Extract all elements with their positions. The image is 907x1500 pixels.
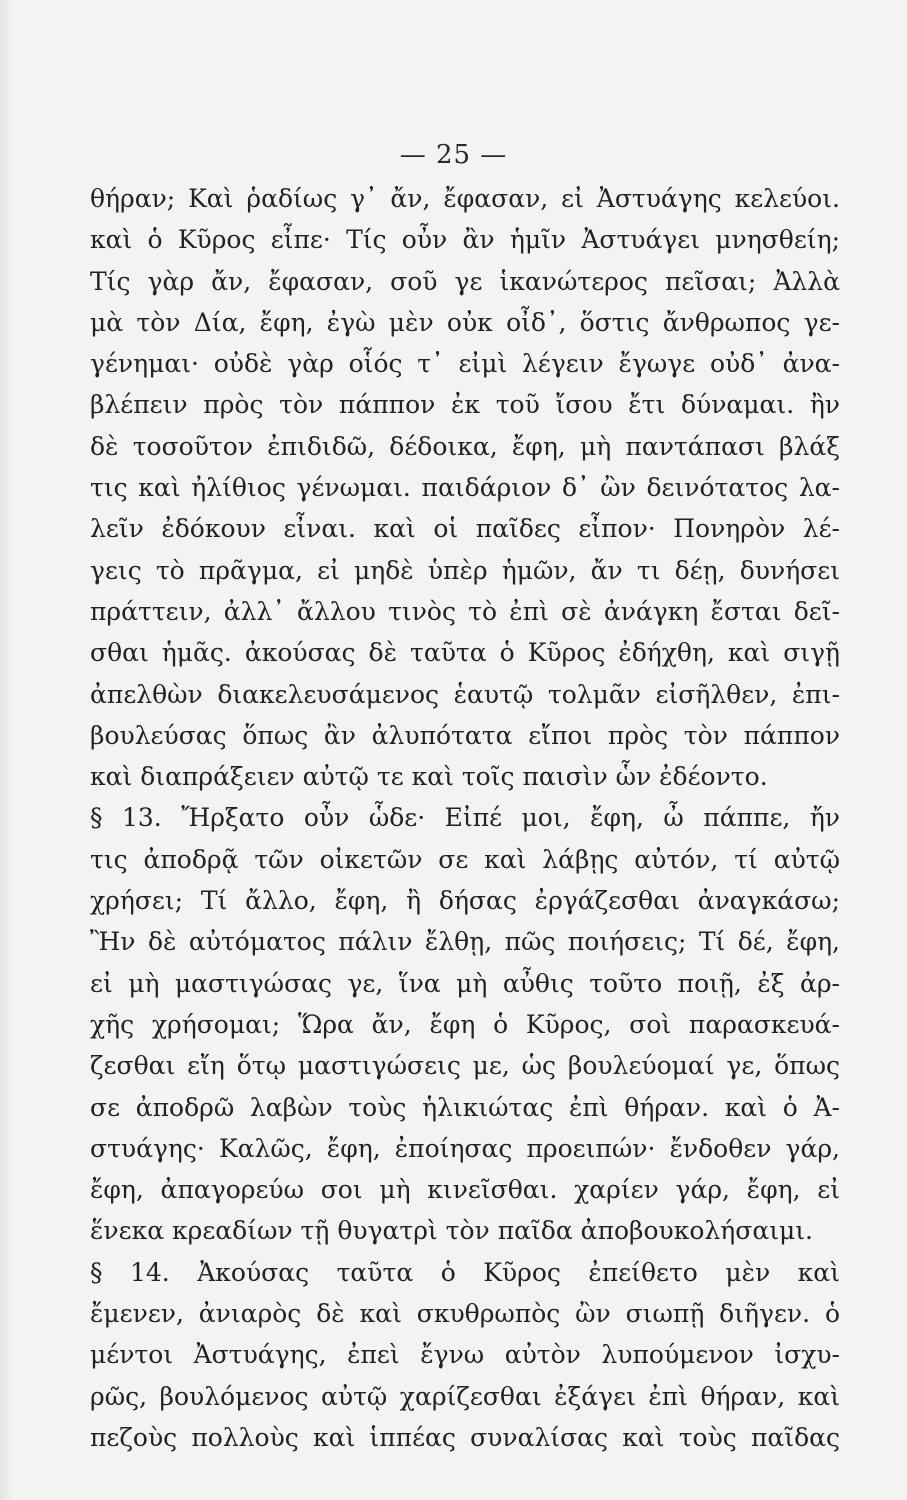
text-line: μὰ τὸν Δία, ἔφη, ἐγὼ μὲν οὐκ οἶδ᾽, ὅστις ἄνθρωπος γε- bbox=[90, 307, 840, 337]
text-line: ἔμενεν, ἀνιαρὸς δὲ καὶ σκυθρωπὸς ὢν σιωπῇ διῆγεν. ὁ bbox=[90, 1299, 840, 1329]
text-line: ἕνεκα κρεαδίων τῇ θυγατρὶ τὸν παῖδα ἀποβουκολήσαιμι. bbox=[90, 1216, 813, 1246]
text-line: μέντοι Ἀστυάγης, ἐπεὶ ἔγνω αὐτὸν λυπούμενον ἰσχυ- bbox=[90, 1340, 840, 1370]
text-line: τις καὶ ἠλίθιος γένωμαι. παιδάριον δ᾽ ὢν δεινότατος λα- bbox=[90, 473, 840, 503]
text-line: ἀπελθὼν διακελευσάμενος ἑαυτῷ τολμᾶν εἰσῆλθεν, ἐπι- bbox=[90, 679, 840, 709]
text-line: πεζοὺς πολλοὺς καὶ ἱππέας συναλίσας καὶ τοὺς παῖδας bbox=[90, 1422, 840, 1452]
text-line: τις ἀποδρᾷ τῶν οἰκετῶν σε καὶ λάβῃς αὐτόν, τί αὐτῷ bbox=[90, 844, 840, 874]
text-line: σε ἀποδρῶ λαβὼν τοὺς ἡλικιώτας ἐπὶ θήραν. καὶ ὁ Ἀ- bbox=[90, 1092, 840, 1122]
text-line: βλέπειν πρὸς τὸν πάππον ἐκ τοῦ ἴσου ἔτι δύναμαι. ἢν bbox=[90, 390, 840, 420]
text-line: καὶ διαπράξειεν αὐτῷ τε καὶ τοῖς παισὶν ὧν ἐδέοντο. bbox=[90, 762, 768, 792]
text-line: λεῖν ἐδόκουν εἶναι. καὶ οἱ παῖδες εἶπον· Πονηρὸν λέ- bbox=[90, 514, 840, 544]
text-line: δὲ τοσοῦτον ἐπιδιδῶ, δέδοικα, ἔφη, μὴ παντάπασι βλάξ bbox=[90, 431, 840, 461]
text-line: χρήσει; Τί ἄλλο, ἔφη, ἢ δήσας ἐργάζεσθαι ἀναγκάσω; bbox=[90, 886, 840, 916]
text-line: ρῶς, βουλόμενος αὐτῷ χαρίζεσθαι ἐξάγει ἐπὶ θήραν, καὶ bbox=[90, 1381, 840, 1411]
text-line: πράττειν, ἀλλ᾽ ἄλλου τινὸς τὸ ἐπὶ σὲ ἀνάγκη ἔσται δεῖ- bbox=[90, 596, 840, 626]
text-line: ζεσθαι εἴη ὅτῳ μαστιγώσεις με, ὡς βουλεύομαί γε, ὅπως bbox=[90, 1051, 840, 1081]
text-line: στυάγης· Καλῶς, ἔφη, ἐποίησας προειπών· ἔνδοθεν γάρ, bbox=[90, 1133, 840, 1163]
text-line: εἰ μὴ μαστιγώσας γε, ἵνα μὴ αὖθις τοῦτο ποιῇ, ἐξ ἀρ- bbox=[90, 968, 840, 998]
text-line: § 13. Ἤρξατο οὖν ὧδε· Εἰπέ μοι, ἔφη, ὦ πάππε, ἤν bbox=[90, 803, 840, 833]
text-line: γένημαι· οὐδὲ γὰρ οἷός τ᾽ εἰμὶ λέγειν ἔγωγε οὐδ᾽ ἀνα- bbox=[90, 349, 840, 379]
text-line: Ἢν δὲ αὐτόματος πάλιν ἔλθῃ, πῶς ποιήσεις; Τί δέ, ἔφη, bbox=[90, 927, 840, 957]
page-number: — 25 — bbox=[399, 140, 508, 170]
text-line: θήραν; Καὶ ῥαδίως γ᾽ ἄν, ἔφασαν, εἰ Ἀστυάγης κελεύοι. bbox=[90, 184, 840, 213]
text-line: χῆς χρήσομαι; Ὥρα ἄν, ἔφη ὁ Κῦρος, σοὶ παρασκευά- bbox=[90, 1009, 840, 1039]
text-line: καὶ ὁ Κῦρος εἶπε· Τίς οὖν ἂν ἡμῖν Ἀστυάγει μνησθείη; bbox=[90, 225, 840, 255]
text-line: Τίς γὰρ ἄν, ἔφασαν, σοῦ γε ἱκανώτερος πεῖσαι; Ἀλλὰ bbox=[90, 266, 840, 296]
text-line: βουλεύσας ὅπως ἂν ἀλυπότατα εἴποι πρὸς τὸν πάππον bbox=[90, 720, 840, 750]
text-line: γεις τὸ πρᾶγμα, εἰ μηδὲ ὑπὲρ ἡμῶν, ἄν τι δέῃ, δυνήσει bbox=[90, 555, 840, 585]
text-line: σθαι ἡμᾶς. ἀκούσας δὲ ταῦτα ὁ Κῦρος ἐδήχθη, καὶ σιγῇ bbox=[90, 638, 840, 668]
body-text bbox=[90, 178, 840, 1458]
text-line: ἔφη, ἀπαγορεύω σοι μὴ κινεῖσθαι. χαρίεν γάρ, ἔφη, εἰ bbox=[90, 1175, 840, 1205]
page-edge-shadow bbox=[0, 0, 14, 1500]
text-line: § 14. Ἀκούσας ταῦτα ὁ Κῦρος ἐπείθετο μὲν καὶ bbox=[90, 1257, 840, 1287]
